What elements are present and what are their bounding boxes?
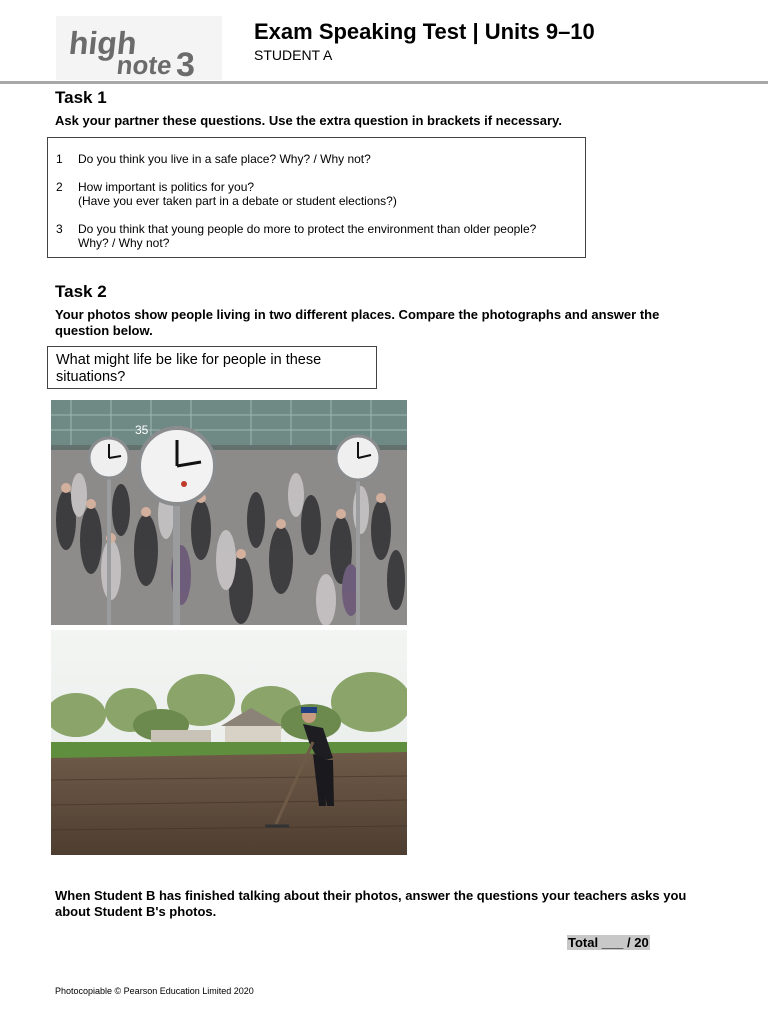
questions-box xyxy=(47,137,586,258)
closing-instruction: When Student B has finished talking about their photos, answer the questions your teachers asks you about Student B's photos. xyxy=(55,888,687,919)
high-note-logo xyxy=(56,16,222,80)
task1-heading: Task 1 xyxy=(55,88,107,107)
task2-heading: Task 2 xyxy=(55,282,107,301)
svg-text:note: note xyxy=(115,50,174,80)
question-text: How important is politics for you? xyxy=(78,180,255,194)
question-text: Do you think you live in a safe place? Why? / Why not? xyxy=(78,152,371,166)
building-number: 35 xyxy=(135,423,149,437)
question-text: Do you think that young people do more to protect the environment than older people? xyxy=(78,222,537,236)
header-divider xyxy=(0,81,768,84)
copyright-footer: Photocopiable © Pearson Education Limited 2020 xyxy=(55,986,254,996)
student-label: STUDENT A xyxy=(254,47,333,63)
task2-instruction: Your photos show people living in two different places. Compare the photographs and answer the question below. xyxy=(55,307,660,338)
svg-text:3: 3 xyxy=(176,46,195,80)
clock-icon xyxy=(89,438,129,478)
question-number: 1 xyxy=(56,152,63,166)
discussion-prompt: What might life be like for people in these situations? xyxy=(47,346,377,389)
village-field-photo xyxy=(51,630,407,855)
question-number: 3 xyxy=(56,222,63,236)
question-extra-text: (Have you ever taken part in a debate or student elections?) xyxy=(78,194,397,208)
question-number: 2 xyxy=(56,180,63,194)
question-text-continued: Why? / Why not? xyxy=(78,236,170,250)
total-score: Total ___ / 20 xyxy=(568,935,649,950)
exam-title: Exam Speaking Test | Units 9–10 xyxy=(254,19,595,44)
clock-icon xyxy=(336,436,380,480)
task1-instruction: Ask your partner these questions. Use the extra question in brackets if necessary. xyxy=(55,113,562,128)
svg-text:high: high xyxy=(67,25,139,61)
clock-icon xyxy=(139,428,215,504)
city-crowd-photo xyxy=(51,400,407,625)
